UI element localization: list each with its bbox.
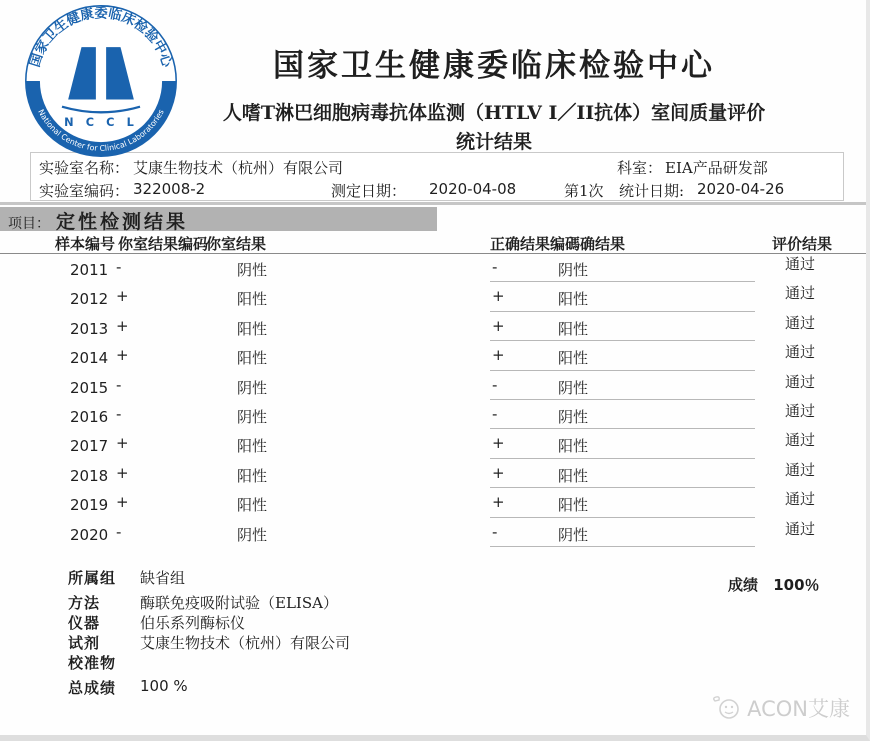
- summary-row-instrument: [0, 612, 870, 633]
- test-date-label: 测定日期：: [331, 182, 407, 200]
- table-row: [0, 254, 870, 283]
- logo-ring-chinese: 国家卫生健康委临床检验中心: [26, 5, 176, 70]
- your-result-code: -: [116, 522, 122, 541]
- stat-date-value: 2020-04-26: [697, 180, 785, 198]
- method-value: 酶联免疫吸附试验（ELISA）: [140, 594, 338, 612]
- sample-id: 2018: [70, 466, 109, 485]
- correct-result: 阴性: [558, 261, 589, 279]
- your-result: 阴性: [237, 261, 268, 279]
- header-your-result: 你室结果: [206, 235, 267, 253]
- your-result-code: -: [116, 258, 122, 276]
- your-result: 阴性: [237, 407, 268, 426]
- total-score-label: 总成绩: [68, 679, 117, 697]
- evaluation-result: 通过: [785, 343, 816, 362]
- sample-id: 2011: [70, 261, 109, 279]
- your-result: 阴性: [237, 378, 268, 397]
- watermark-text: ACON艾康: [747, 697, 850, 721]
- table-row: [0, 401, 870, 430]
- header-sample-id: 样本编号: [55, 235, 116, 253]
- sample-id: 2017: [70, 437, 109, 456]
- reagent-label: 试剂: [68, 634, 101, 652]
- table-row: [0, 372, 870, 401]
- evaluation-result: 通过: [785, 313, 816, 332]
- correct-result-code: +: [492, 346, 505, 365]
- your-result-code: -: [116, 404, 122, 423]
- correct-result: 阳性: [558, 349, 589, 368]
- sample-id: 2014: [70, 349, 109, 368]
- your-result: 阴性: [237, 525, 268, 544]
- correct-result: 阳性: [558, 466, 589, 485]
- row-divider: [490, 370, 755, 371]
- your-result: 阳性: [237, 466, 268, 485]
- your-result: 阳性: [237, 437, 268, 456]
- evaluation-result: 通过: [785, 401, 816, 420]
- your-result-code: -: [116, 375, 122, 394]
- correct-result: 阴性: [558, 378, 589, 397]
- correct-result-code: +: [492, 493, 505, 512]
- evaluation-result: 通过: [785, 372, 816, 391]
- correct-result: 阴性: [558, 407, 589, 426]
- sample-id: 2020: [70, 525, 109, 544]
- lab-code-label: 实验室编码：: [39, 182, 130, 200]
- your-result: 阳性: [237, 496, 268, 515]
- sample-id: 2016: [70, 407, 109, 426]
- your-result-code: +: [116, 463, 129, 482]
- evaluation-result: 通过: [785, 284, 816, 303]
- page-title: 国家卫生健康委临床检验中心: [273, 48, 715, 84]
- correct-result-code: -: [492, 258, 498, 276]
- evaluation-result: 通过: [785, 490, 816, 509]
- project-bar: [0, 207, 437, 231]
- row-divider: [490, 458, 755, 459]
- department-label: 科室：: [617, 159, 663, 177]
- row-divider: [490, 546, 755, 547]
- header-your-result-code: 你室结果编码: [118, 235, 209, 253]
- results-table: [0, 233, 870, 548]
- row-divider: [490, 487, 755, 488]
- score-value: 100％: [773, 576, 820, 594]
- acon-watermark: [709, 693, 850, 723]
- header-evaluation: 评价结果: [772, 235, 833, 253]
- row-divider: [490, 340, 755, 341]
- your-result-code: +: [116, 287, 129, 306]
- table-row: [0, 519, 870, 548]
- reagent-value: 艾康生物技术（杭州）有限公司: [140, 634, 351, 652]
- table-row: [0, 313, 870, 342]
- row-divider: [490, 517, 755, 518]
- row-divider: [490, 399, 755, 400]
- sample-id: 2019: [70, 496, 109, 515]
- logo-nccl-letters: N C C L: [64, 116, 138, 130]
- correct-result: 阳性: [558, 290, 589, 309]
- header-correct-result: 正确结果编碼确结果: [490, 235, 626, 253]
- table-row: [0, 489, 870, 518]
- lab-info-box: [30, 152, 844, 201]
- stat-date-label: 统计日期:: [619, 182, 685, 200]
- correct-result-code: +: [492, 463, 505, 482]
- instrument-label: 仪器: [68, 614, 101, 632]
- department-value: EIA产品研发部: [665, 159, 768, 177]
- your-result-code: +: [116, 346, 129, 365]
- nccl-logo-icon: [24, 4, 178, 158]
- report-subtitle-2: 统计结果: [455, 131, 532, 153]
- header-titles: [118, 40, 870, 154]
- your-result: 阳性: [237, 349, 268, 368]
- correct-result: 阳性: [558, 437, 589, 456]
- test-date-value: 2020-04-08: [429, 180, 517, 198]
- summary-row-group: [0, 567, 870, 594]
- correct-result-code: +: [492, 287, 505, 306]
- sample-id: 2013: [70, 319, 109, 338]
- project-label: 项目：: [8, 216, 50, 232]
- row-divider: [490, 428, 755, 429]
- instrument-value: 伯乐系列酶标仪: [140, 614, 246, 632]
- lab-name-label: 实验室名称：: [39, 159, 130, 177]
- correct-result-code: +: [492, 434, 505, 453]
- summary-row-reagent: [0, 632, 870, 653]
- table-row: [0, 430, 870, 459]
- table-row: [0, 342, 870, 371]
- correct-result: 阳性: [558, 319, 589, 338]
- calibrator-label: 校准物: [68, 654, 117, 672]
- your-result-code: +: [116, 316, 129, 335]
- method-label: 方法: [68, 594, 101, 612]
- table-row: [0, 283, 870, 312]
- evaluation-result: 通过: [785, 460, 816, 479]
- your-result: 阳性: [237, 319, 268, 338]
- lab-name-value: 艾康生物技术（杭州）有限公司: [133, 159, 344, 177]
- correct-result-code: -: [492, 375, 498, 394]
- total-score-value: 100 %: [140, 677, 188, 695]
- lab-code-value: 322008-2: [133, 180, 206, 198]
- logo-ring-english: National Center for Clinical Laboratories: [36, 107, 166, 153]
- evaluation-result: 通过: [785, 255, 816, 273]
- section-divider: [0, 202, 870, 205]
- correct-result-code: +: [492, 316, 505, 335]
- row-divider: [490, 281, 755, 282]
- correct-result-code: -: [492, 522, 498, 541]
- row-divider: [490, 311, 755, 312]
- evaluation-result: 通过: [785, 519, 816, 538]
- your-result-code: +: [116, 493, 129, 512]
- evaluation-result: 通过: [785, 431, 816, 450]
- report-subtitle: 人嗜T淋巴细胞病毒抗体监测（HTLV I／II抗体）室间质量评价: [222, 102, 766, 124]
- score-label: 成绩: [728, 576, 759, 594]
- sample-id: 2015: [70, 378, 109, 397]
- table-header-row: [0, 233, 870, 254]
- group-label: 所属组: [68, 569, 117, 587]
- correct-result: 阳性: [558, 496, 589, 515]
- summary-row-calibrator: [0, 652, 870, 673]
- your-result: 阳性: [237, 290, 268, 309]
- sample-id: 2012: [70, 290, 109, 309]
- acon-watermark-icon: [709, 695, 743, 721]
- correct-result: 阴性: [558, 525, 589, 544]
- project-title: 定性检测结果: [56, 211, 189, 233]
- your-result-code: +: [116, 434, 129, 453]
- summary-row-method: [0, 592, 870, 613]
- correct-result-code: -: [492, 404, 498, 423]
- group-value: 缺省组: [140, 569, 186, 587]
- table-row: [0, 460, 870, 489]
- round-number: 第1次: [564, 182, 604, 200]
